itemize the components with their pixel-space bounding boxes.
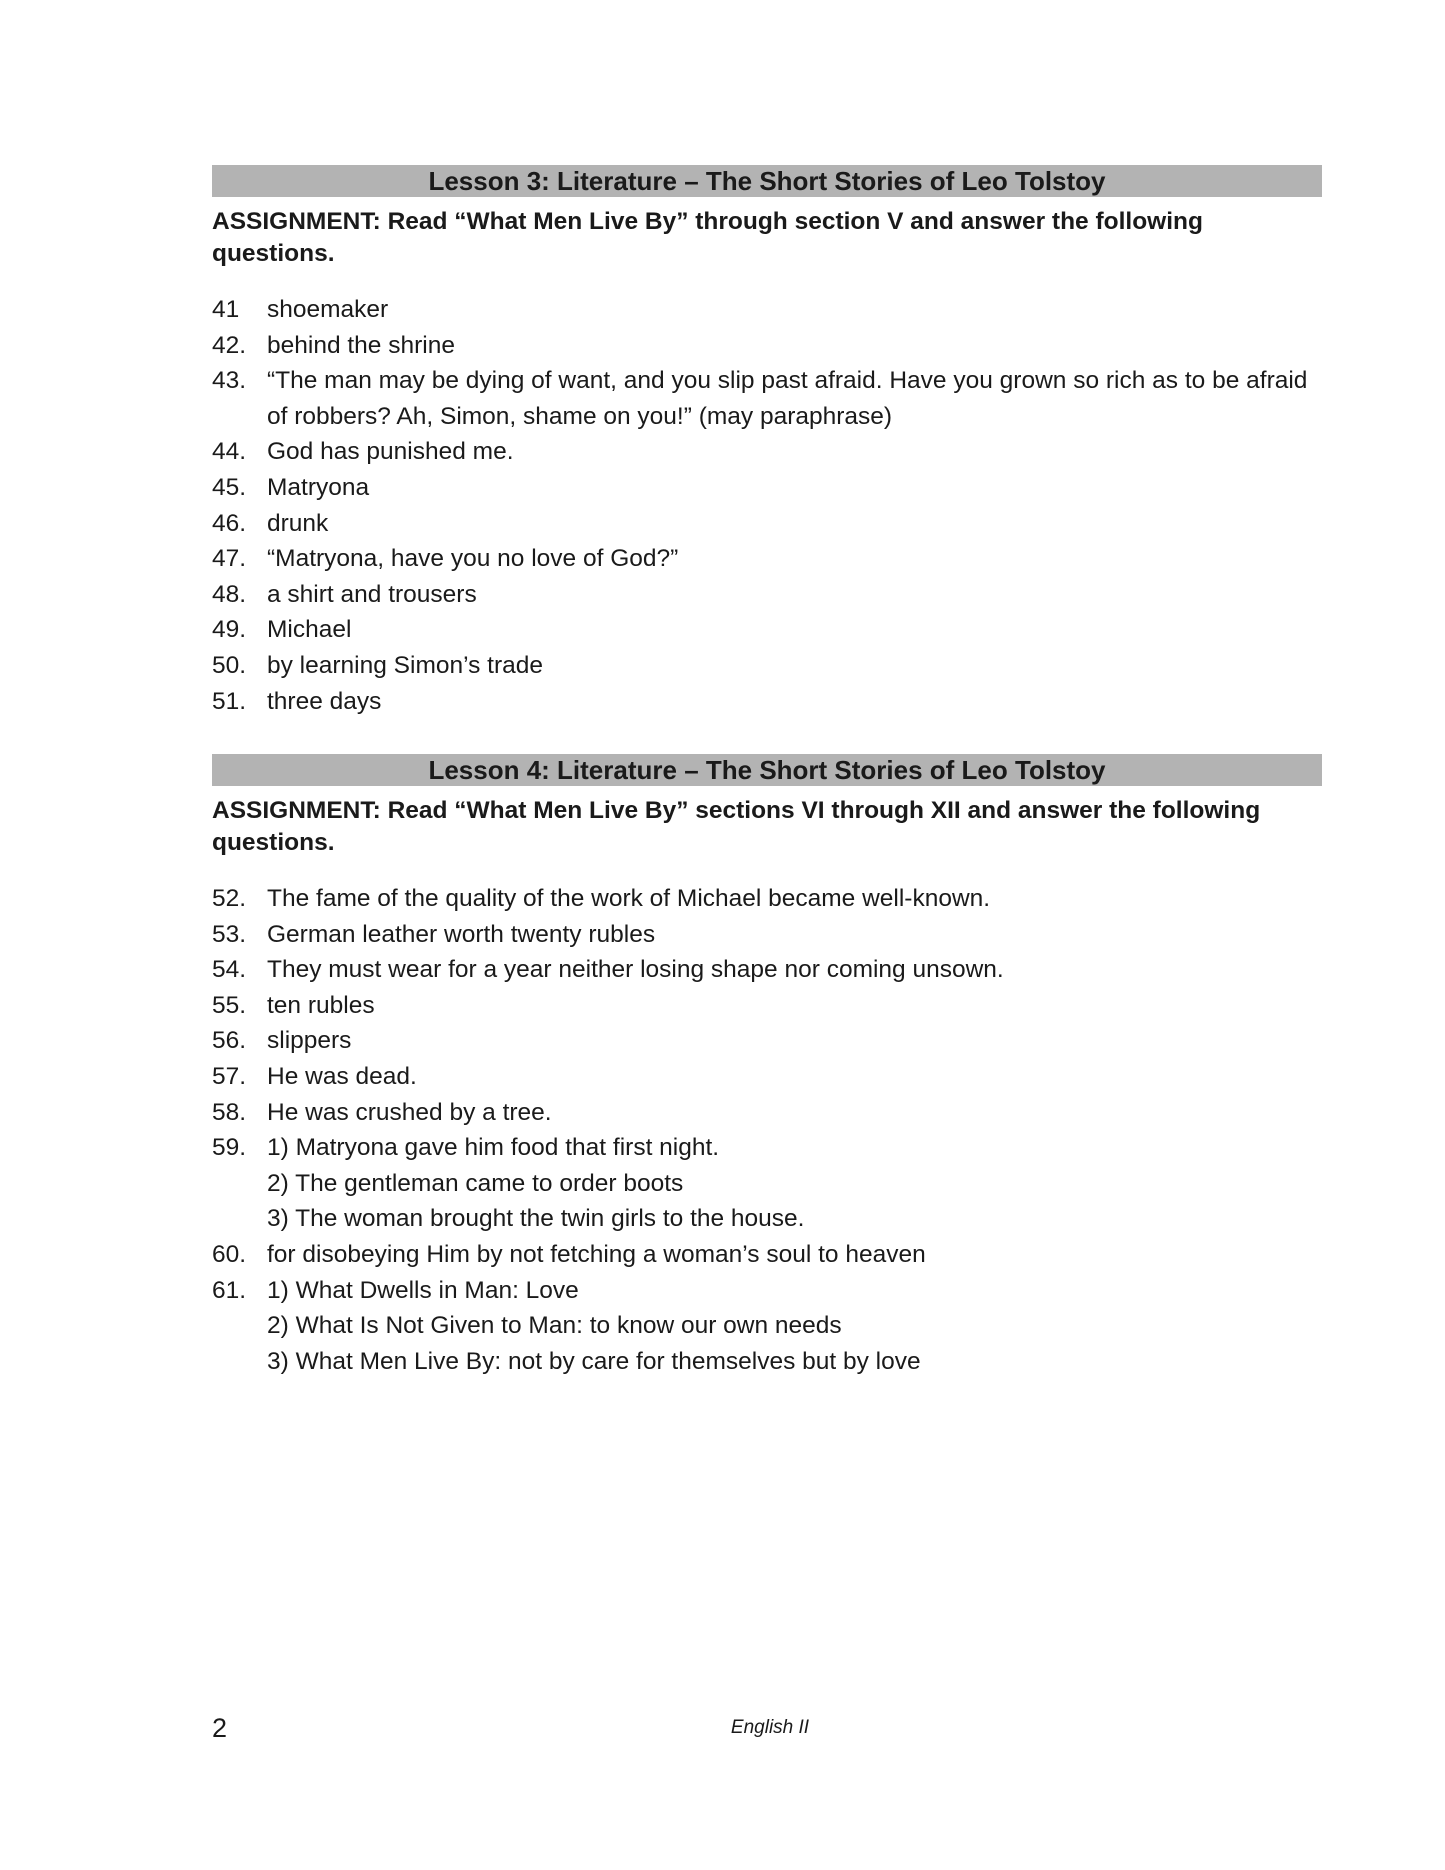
answer-text [267,292,1322,328]
answer-item [212,648,1322,684]
answer-line: 2) What Is Not Given to Man: to know our own needs [267,1312,842,1340]
answer-item [212,988,1322,1024]
answer-text [267,434,1322,470]
answer-item [212,612,1322,648]
lesson-3-answer-list [212,292,1322,719]
answer-item [212,1130,1322,1237]
answer-item [212,541,1322,577]
lesson-4-section [212,754,1322,1379]
answer-number: 43. [212,367,247,395]
answer-number: 55. [212,991,247,1019]
answer-item [212,1237,1322,1273]
answer-line: ten rubles [267,991,375,1019]
answer-item [212,434,1322,470]
answer-number: 52. [212,885,247,912]
answer-line: German leather worth twenty rubles [267,920,656,948]
answer-line: God has punished me. [267,438,514,466]
answer-item [212,917,1322,953]
answer-line: They must wear for a year neither losing shape nor coming unsown. [267,956,1004,984]
answer-line: He was crushed by a tree. [267,1098,552,1126]
answer-number: 60. [212,1240,247,1268]
answer-line: 3) What Men Live By: not by care for themselves but by love [267,1347,921,1375]
footer-title: English II [730,1717,810,1738]
answer-number: 45. [212,473,247,501]
page-number: 2 [212,1713,228,1743]
lesson-3-assignment: ASSIGNMENT: Read “What Men Live By” through section V and answer the following questions. [212,208,1203,267]
answer-text [267,541,1322,577]
lesson-4-answer-list [212,881,1322,1379]
lesson-4-heading: Lesson 4: Literature – The Short Stories of Leo Tolstoy [212,754,1322,786]
answer-item [212,1273,1322,1380]
answer-text [267,363,1322,434]
answer-line: Michael [267,616,352,644]
answer-item [212,328,1322,364]
answer-text [267,1273,1322,1380]
answer-text [267,881,1322,917]
answer-text [267,1059,1322,1095]
answer-number: 58. [212,1098,247,1126]
answer-line: 3) The woman brought the twin girls to the house. [267,1205,805,1233]
answer-text [267,612,1322,648]
lesson-3-section [212,165,1322,719]
answer-text [267,648,1322,684]
lesson-3-heading: Lesson 3: Literature – The Short Stories of Leo Tolstoy [212,165,1322,197]
answer-text [267,577,1322,613]
answer-number: 41 [212,296,240,323]
answer-number: 59. [212,1134,247,1162]
answer-number: 53. [212,920,247,948]
answer-number: 48. [212,580,247,608]
answer-number: 42. [212,331,247,359]
answer-number: 44. [212,438,247,466]
answer-line: “The man may be dying of want, and you slip past afraid. Have you grown so rich as to be afraid of robbers? Ah, Simon, shame on you!” (may paraphrase) [267,367,1308,430]
answer-text [267,684,1322,720]
answer-line: slippers [267,1027,352,1055]
answer-item [212,881,1322,917]
answer-text [267,328,1322,364]
answer-number: 54. [212,956,247,984]
answer-item [212,684,1322,720]
answer-line: for disobeying Him by not fetching a woman’s soul to heaven [267,1240,926,1268]
answer-text [267,917,1322,953]
answer-text [267,1237,1322,1273]
answer-item [212,1095,1322,1131]
answer-number: 56. [212,1027,247,1055]
answer-text [267,1023,1322,1059]
answer-line: 1) Matryona gave him food that first night. [267,1134,720,1162]
answer-line: 2) The gentleman came to order boots [267,1169,684,1197]
answer-number: 61. [212,1276,247,1304]
answer-line: Matryona [267,473,370,501]
answer-line: He was dead. [267,1062,417,1090]
answer-text [267,952,1322,988]
answer-number: 51. [212,687,247,715]
answer-item [212,470,1322,506]
answer-line: 1) What Dwells in Man: Love [267,1276,579,1304]
answer-item [212,363,1322,434]
answer-item [212,506,1322,542]
answer-text [267,1095,1322,1131]
answer-text [267,506,1322,542]
answer-item [212,952,1322,988]
lesson-4-assignment: ASSIGNMENT: Read “What Men Live By” sections VI through XII and answer the following questions. [212,797,1261,856]
answer-item [212,292,1322,328]
answer-number: 49. [212,616,247,644]
answer-line: “Matryona, have you no love of God?” [267,545,679,573]
answer-line: behind the shrine [267,331,455,359]
answer-line: shoemaker [267,296,389,323]
answer-line: The fame of the quality of the work of Michael became well-known. [267,885,991,912]
answer-item [212,1023,1322,1059]
answer-line: by learning Simon’s trade [267,651,544,679]
answer-line: a shirt and trousers [267,580,477,608]
answer-text [267,1130,1322,1237]
answer-text [267,988,1322,1024]
answer-number: 57. [212,1062,247,1090]
answer-number: 46. [212,509,247,537]
answer-number: 50. [212,651,247,679]
answer-line: three days [267,687,382,715]
answer-text [267,470,1322,506]
answer-item [212,1059,1322,1095]
answer-item [212,577,1322,613]
answer-line: drunk [267,509,329,537]
answer-number: 47. [212,545,247,573]
